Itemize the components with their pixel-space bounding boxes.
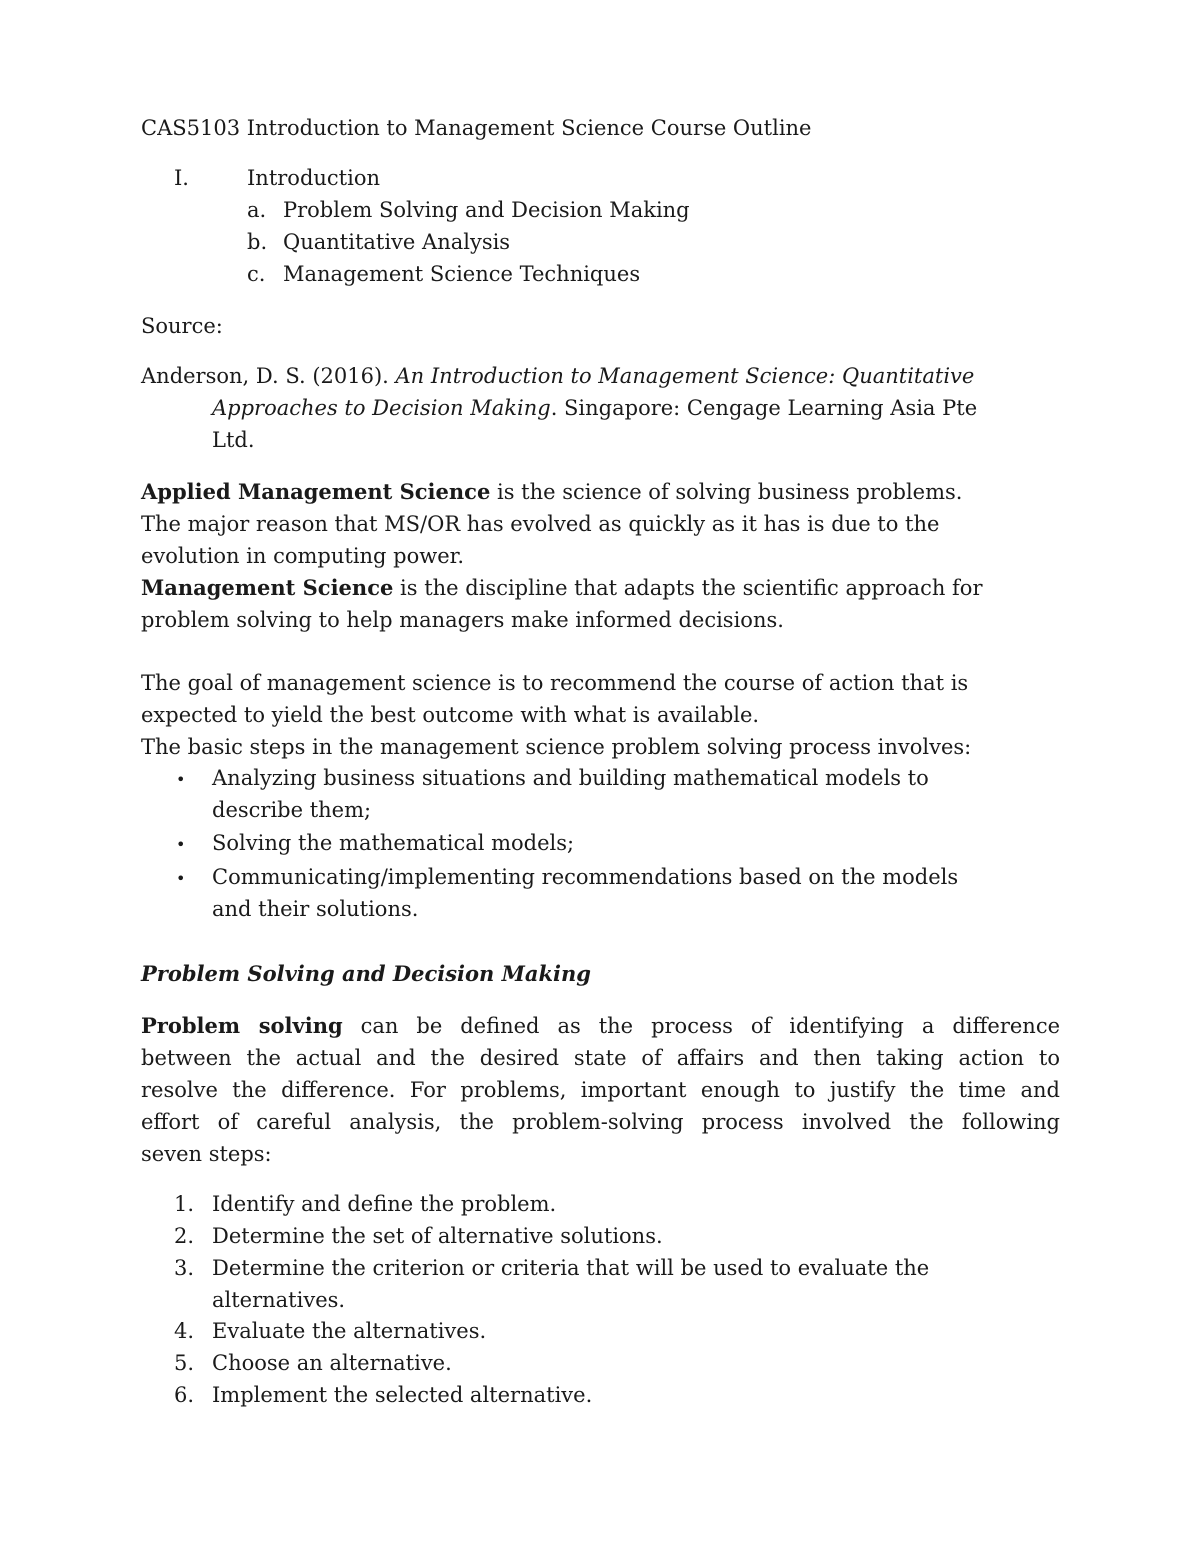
outline-heading: Introduction [247,166,380,190]
step-number: 3. [174,1256,195,1280]
applied-ms-paragraph [141,476,1101,636]
ms-term: Management Science [141,575,394,600]
problem-solving-text: between the actual and the desired state of affairs and then taking action to [141,1046,1060,1070]
step-text: alternatives. [212,1288,346,1312]
ms-text: problem solving to help managers make informed decisions. [141,608,784,632]
step-text: Determine the set of alternative solutions. [212,1224,663,1248]
reference-title-cont: Approaches to Decision Making [212,396,551,420]
reference-author: Anderson, D. S. (2016). [141,364,396,388]
goal-text: expected to yield the best outcome with what is available. [141,703,760,727]
outline-item: Quantitative Analysis [283,230,511,254]
outline-item-letter: a. [247,198,267,222]
step-number: 4. [174,1319,195,1343]
bullet-text: Analyzing business situations and building mathematical models to [212,766,929,790]
applied-ms-text: is the science of solving business problems. [490,480,963,504]
applied-ms-text: The major reason that MS/OR has evolved as quickly as it has is due to the [141,512,940,536]
ms-text: is the discipline that adapts the scientific approach for [393,576,983,600]
applied-ms-term: Applied Management Science [141,479,491,504]
step-text: Identify and define the problem. [212,1192,557,1216]
reference-publisher: . Singapore: Cengage Learning Asia Pte [550,396,978,420]
outline-item-letter: c. [247,262,266,286]
step-text: Choose an alternative. [212,1351,452,1375]
outline-roman-numeral: I. [174,166,189,190]
reference [141,360,1101,456]
problem-solving-text: can be defined as the process of identifying a difference [342,1014,1061,1038]
step-number: 1. [174,1192,195,1216]
bullet-text: Solving the mathematical models; [212,831,575,855]
bullet-symbol: • [176,869,186,888]
step-item [212,1252,1052,1316]
step-item [212,1347,1052,1379]
applied-ms-text: evolution in computing power. [141,544,465,568]
reference-publisher-cont: Ltd. [212,428,255,452]
bullet-text: describe them; [212,798,372,822]
bullet-symbol: • [176,770,186,789]
problem-solving-text: resolve the difference. For problems, important enough to justify the time and [141,1078,1060,1102]
step-text: Evaluate the alternatives. [212,1319,487,1343]
step-item [212,1188,1052,1220]
bullet-item [212,762,1052,826]
problem-solving-text: effort of careful analysis, the problem-solving process involved the following [141,1110,1060,1134]
outline-item: Problem Solving and Decision Making [283,198,690,222]
bullet-item [212,861,1052,925]
bullet-text: and their solutions. [212,897,419,921]
step-item [212,1315,1052,1347]
page-title: CAS5103 Introduction to Management Science Course Outline [141,116,812,140]
source-label: Source: [141,314,223,338]
outline-item-letter: b. [247,230,268,254]
bullet-text: Communicating/implementing recommendations based on the models [212,865,959,889]
outline-item: Management Science Techniques [283,262,641,286]
problem-solving-paragraph [141,1010,1060,1170]
step-number: 6. [174,1383,195,1407]
bullet-item [212,827,1052,859]
step-text: Implement the selected alternative. [212,1383,593,1407]
reference-title: An Introduction to Management Science: Quantitative [395,364,975,388]
bullet-symbol: • [176,835,186,854]
step-item [212,1379,1052,1411]
step-number: 2. [174,1224,195,1248]
goal-text: The basic steps in the management science problem solving process involves: [141,735,972,759]
section-heading: Problem Solving and Decision Making [141,961,591,986]
problem-solving-text: seven steps: [141,1142,272,1166]
step-number: 5. [174,1351,195,1375]
goal-paragraph [141,667,1101,763]
step-item [212,1220,1052,1252]
goal-text: The goal of management science is to recommend the course of action that is [141,671,969,695]
problem-solving-term: Problem solving [141,1013,343,1038]
step-text: Determine the criterion or criteria that will be used to evaluate the [212,1256,930,1280]
